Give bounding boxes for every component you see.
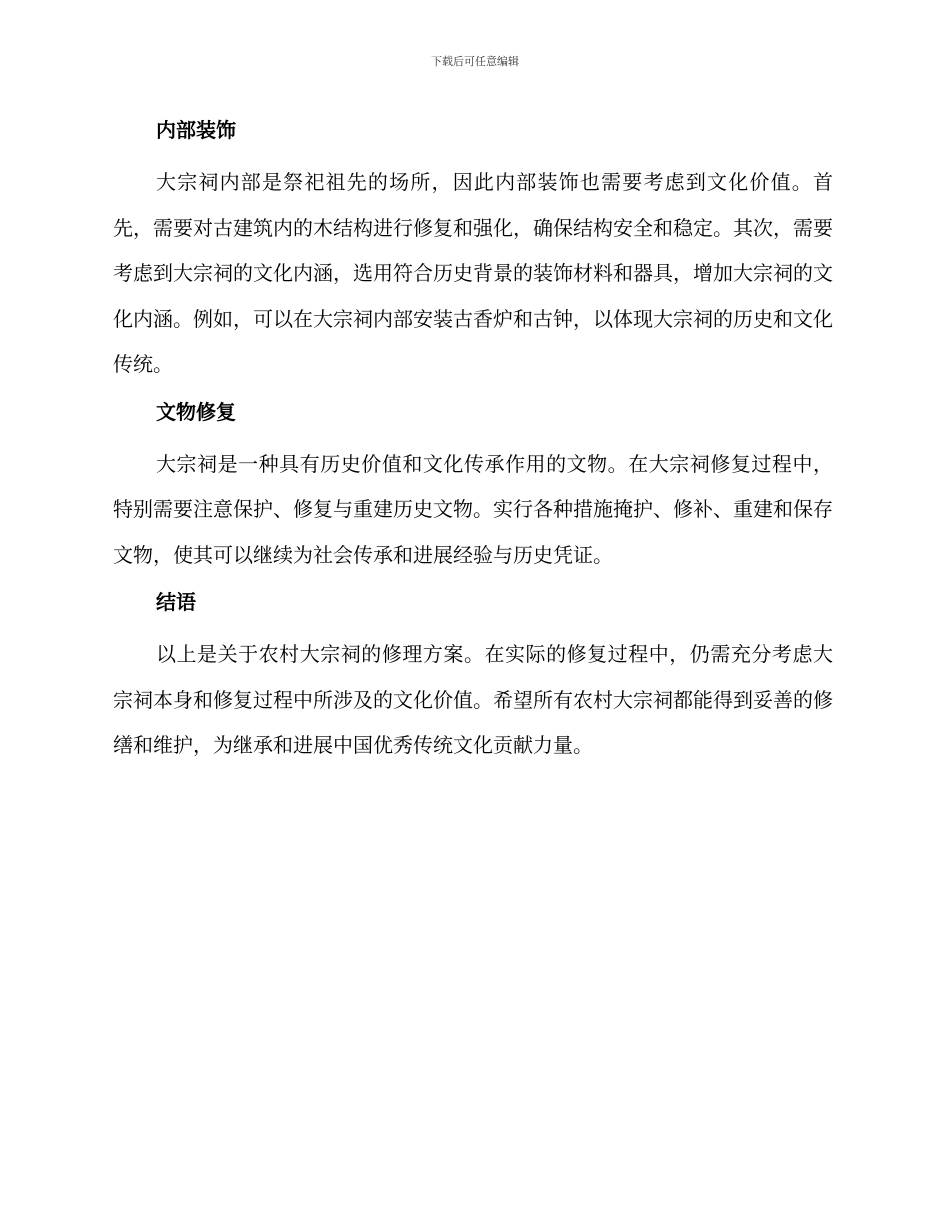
section-paragraph: 大宗祠内部是祭祀祖先的场所，因此内部装饰也需要考虑到文化价值。首先，需要对古建筑内的木结构进行修复和强化，确保结构安全和稳定。其次，需要考虑到大宗祠的文化内涵，选用符合历史背景的装饰材料和器具，增加大宗祠的文化内涵。例如，可以在大宗祠内部安装古香炉和古钟，以体现大宗祠的历史和文化传统。: [113, 170, 833, 376]
document-body: [113, 112, 833, 775]
section-heading: 文物修复: [156, 399, 236, 424]
section-interior-decoration: [113, 112, 833, 388]
section-heading: 结语: [156, 590, 196, 614]
section-relic-restoration: [113, 394, 833, 579]
section-paragraph: 大宗祠是一种具有历史价值和文化传承作用的文物。在大宗祠修复过程中，特别需要注意保护、修复与重建历史文物。实行各种措施掩护、修补、重建和保存文物，使其可以继续为社会传承和进展经验与历史凭证。: [113, 451, 833, 567]
section-paragraph: 以上是关于农村大宗祠的修理方案。在实际的修复过程中，仍需充分考虑大宗祠本身和修复过程中所涉及的文化价值。希望所有农村大宗祠都能得到妥善的修缮和维护，为继承和进展中国优秀传统文化贡献力量。: [113, 642, 833, 757]
section-conclusion: [113, 584, 833, 769]
section-heading: 内部装饰: [156, 118, 236, 142]
header-note: 下载后可任意编辑: [431, 55, 519, 68]
